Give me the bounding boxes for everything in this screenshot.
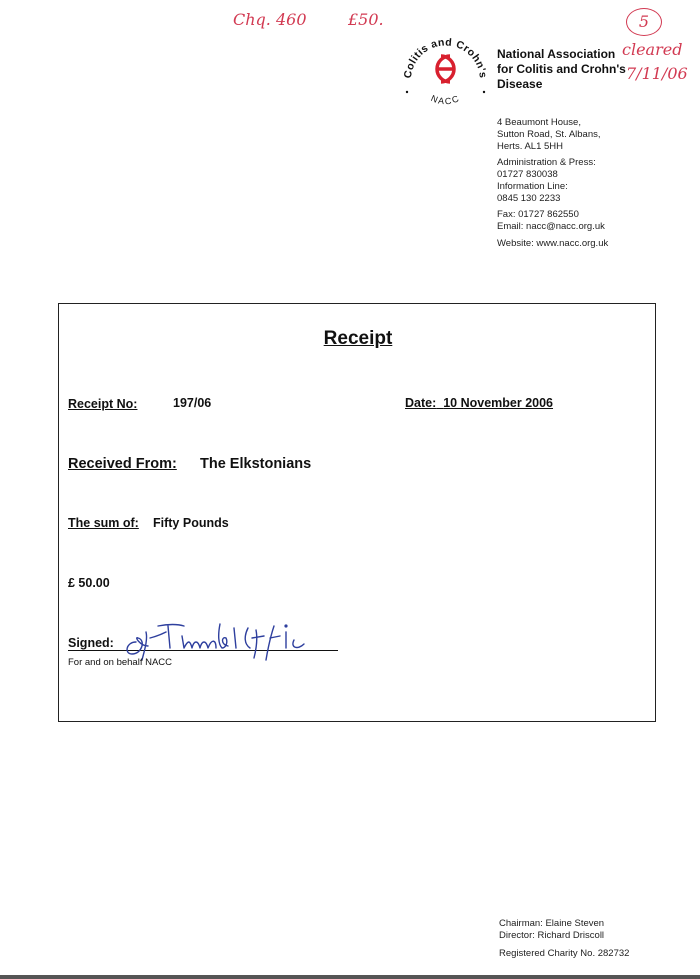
admin-phone: 01727 830038 [497,169,558,180]
address-line: 4 Beaumont House, [497,117,581,128]
logo-emblem [436,56,455,82]
signed-label: Signed: [68,636,114,650]
on-behalf-text: For and on behalf NACC [68,657,173,668]
svg-text:NACC [429,93,461,106]
address-line: Herts. AL1 5HH [497,141,563,152]
info-line-label: Information Line: [497,181,568,192]
amount-annotation: £50. [348,10,384,29]
phone-block [497,157,596,205]
admin-label: Administration & Press: [497,157,596,168]
receipt-number: 197/06 [173,396,212,410]
nacc-logo [398,28,493,108]
cheque-number-annotation: Chq. 460 [233,10,307,29]
org-name-line: for Colitis and Crohn's [497,62,626,76]
chairman-line: Chairman: Elaine Steven [499,918,605,929]
receipt-number-label: Receipt No: [68,397,138,411]
email-address: Email: nacc@nacc.org.uk [497,221,605,232]
info-line-phone: 0845 130 2233 [497,193,561,204]
sum-label: The sum of: [68,516,139,530]
website-block [497,238,608,250]
handwritten-signature [118,618,318,662]
address-line: Sutton Road, St. Albans, [497,129,601,140]
sum-in-words: Fifty Pounds [153,516,229,530]
organisation-name [497,47,637,92]
charity-number: Registered Charity No. 282732 [499,948,630,959]
amount-value: £ 50.00 [68,576,110,590]
logo-acronym: NACC [429,92,462,107]
cleared-annotation: cleared [622,40,683,59]
address-block [497,117,601,153]
director-line: Director: Richard Driscoll [499,930,605,941]
receipt-title: Receipt [323,328,393,349]
logo-arc-text: Colitis and Crohn's [401,36,490,80]
fax-email-block [497,209,605,233]
received-from-label: Received From: [68,456,177,472]
org-name-line: National Association [497,47,616,61]
website-address: Website: www.nacc.org.uk [497,238,609,249]
received-from-value: The Elkstonians [200,456,312,472]
org-name-line: Disease [497,77,543,91]
date-value: 10 November 2006 [443,396,554,410]
date-label: Date: [405,396,437,410]
fax-number: Fax: 01727 862550 [497,209,579,220]
circled-number-annotation: 5 [626,8,662,36]
page-bottom-edge [0,975,700,979]
cleared-date-annotation: 7/11/06 [626,64,688,83]
date-field [405,396,553,410]
